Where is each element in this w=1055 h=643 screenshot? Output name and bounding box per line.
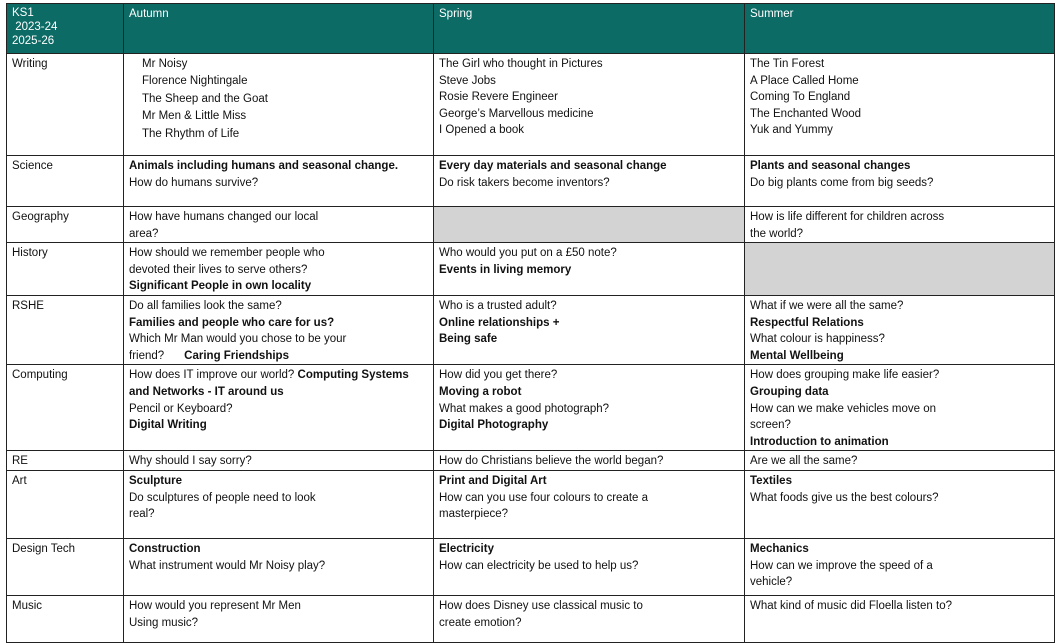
cell-music-autumn	[124, 595, 434, 642]
question: How did you get there?	[439, 369, 558, 382]
list-item: I Opened a book	[439, 124, 525, 137]
question: How can electricity be used to help us?	[439, 559, 639, 572]
list-item: Steve Jobs	[439, 74, 496, 87]
question-line	[129, 367, 428, 384]
cell-rshe-summer	[745, 295, 1055, 364]
question: friend?	[129, 349, 165, 362]
question: What if we were all the same?	[750, 299, 904, 312]
row-re	[7, 451, 1055, 471]
row-label: Computing	[7, 365, 124, 451]
topic-title: Respectful Relations	[750, 316, 864, 329]
cell-re-spring: How do Christians believe the world began?	[434, 451, 745, 471]
row-computing	[7, 365, 1055, 451]
cell-art-spring	[434, 470, 745, 538]
question: Do sculptures of people need to look	[129, 491, 316, 504]
row-writing	[7, 54, 1055, 156]
question: area?	[129, 227, 159, 240]
row-art	[7, 470, 1055, 538]
question: the world?	[750, 227, 804, 240]
question: How does Disney use classical music to	[439, 599, 643, 612]
row-geography	[7, 207, 1055, 243]
topic-title: Online relationships +	[439, 316, 560, 329]
row-label: Geography	[7, 207, 124, 243]
question: How should we remember people who	[129, 247, 325, 260]
topic-title: Moving a robot	[439, 385, 522, 398]
question: How does IT improve our world?	[129, 369, 295, 382]
question: Do all families look the same?	[129, 299, 282, 312]
topic-title: Every day materials and seasonal change	[439, 160, 667, 172]
topic-title: Construction	[129, 542, 201, 555]
header-row	[7, 4, 1055, 54]
cell-art-autumn	[124, 470, 434, 538]
question: How have humans changed our local	[129, 211, 319, 223]
row-label: Music	[7, 595, 124, 642]
topic-title: Being safe	[439, 333, 498, 346]
topic-title: and Networks - IT around us	[129, 385, 284, 398]
topic-title: Significant People in own locality	[129, 280, 312, 293]
question: What kind of music did Floella listen to?	[750, 599, 952, 612]
topic-title: Mental Wellbeing	[750, 349, 844, 362]
question: devoted their lives to serve others?	[129, 263, 308, 276]
list-item: The Rhythm of Life	[142, 127, 240, 140]
cell-computing-spring	[434, 365, 745, 451]
cell-re-autumn: Why should I say sorry?	[124, 451, 434, 471]
question: How does grouping make life easier?	[750, 369, 940, 382]
question: real?	[129, 508, 155, 521]
header-corner	[7, 4, 124, 54]
list-item: Yuk and Yummy	[750, 124, 833, 137]
question: vehicle?	[750, 576, 793, 589]
question: How do humans survive?	[129, 176, 259, 189]
cell-writing-autumn	[124, 54, 434, 156]
cell-rshe-autumn	[124, 295, 434, 364]
question: How can we improve the speed of a	[750, 559, 933, 572]
curriculum-table	[6, 3, 1055, 643]
cell-science-autumn	[124, 156, 434, 207]
question: What foods give us the best colours?	[750, 491, 939, 504]
question: What colour is happiness?	[750, 333, 885, 346]
question: How would you represent Mr Men	[129, 599, 301, 612]
topic-title: Digital Writing	[129, 419, 207, 432]
row-design-tech	[7, 538, 1055, 595]
key-stage: KS1	[12, 7, 34, 19]
question: Who would you put on a £50 note?	[439, 247, 617, 260]
question: How can you use four colours to create a	[439, 491, 649, 504]
row-rshe	[7, 295, 1055, 364]
row-label: Art	[7, 470, 124, 538]
question: Do risk takers become inventors?	[439, 176, 610, 189]
question-line	[129, 348, 428, 365]
topic-title: Electricity	[439, 542, 494, 555]
row-label: RE	[7, 451, 124, 471]
row-history	[7, 243, 1055, 296]
question: How can we make vehicles move on	[750, 402, 936, 415]
cell-re-summer: Are we all the same?	[745, 451, 1055, 471]
topic-title: Sculpture	[129, 474, 183, 487]
topic-title: Families and people who care for us?	[129, 316, 335, 329]
row-label: Design Tech	[7, 538, 124, 595]
cell-geography-summer	[745, 207, 1055, 243]
cell-history-autumn	[124, 243, 434, 296]
cell-music-summer	[745, 595, 1055, 642]
question: Pencil or Keyboard?	[129, 402, 233, 415]
topic-title: Digital Photography	[439, 419, 549, 432]
row-label: History	[7, 243, 124, 296]
cell-geography-autumn	[124, 207, 434, 243]
topic-title: Introduction to animation	[750, 435, 889, 448]
cell-science-summer	[745, 156, 1055, 207]
cell-rshe-spring	[434, 295, 745, 364]
topic-title: Events in living memory	[439, 263, 572, 276]
question: create emotion?	[439, 616, 522, 629]
year-2: 2025-26	[12, 35, 55, 47]
cell-dt-spring	[434, 538, 745, 595]
row-label: Science	[7, 156, 124, 207]
row-music	[7, 595, 1055, 642]
header-spring: Spring	[434, 4, 745, 54]
cell-writing-spring	[434, 54, 745, 156]
list-item: A Place Called Home	[750, 74, 859, 87]
topic-title: Computing Systems	[297, 369, 409, 382]
list-item: The Enchanted Wood	[750, 107, 862, 120]
topic-title: Grouping data	[750, 385, 829, 398]
cell-writing-summer	[745, 54, 1055, 156]
cell-history-summer-empty	[745, 243, 1055, 296]
cell-science-spring	[434, 156, 745, 207]
list-item: The Girl who thought in Pictures	[439, 58, 603, 70]
list-item: Rosie Revere Engineer	[439, 91, 558, 104]
list-item: Florence Nightingale	[142, 75, 248, 88]
question: How is life different for children across	[750, 211, 945, 223]
topic-title: Textiles	[750, 474, 792, 487]
cell-history-spring	[434, 243, 745, 296]
list-item: Coming To England	[750, 91, 851, 104]
question: Do big plants come from big seeds?	[750, 176, 934, 189]
row-label: Writing	[7, 54, 124, 156]
cell-geography-spring-empty	[434, 207, 745, 243]
list-item: Mr Noisy	[142, 58, 188, 70]
cell-dt-summer	[745, 538, 1055, 595]
question: Which Mr Man would you chose to be your	[129, 333, 347, 346]
list-item: The Sheep and the Goat	[142, 92, 268, 105]
topic-title: Caring Friendships	[184, 349, 289, 362]
list-item: The Tin Forest	[750, 58, 825, 70]
question: What instrument would Mr Noisy play?	[129, 559, 326, 572]
row-science	[7, 156, 1055, 207]
question: Using music?	[129, 616, 199, 629]
cell-music-spring	[434, 595, 745, 642]
topic-title: Animals including humans and seasonal change.	[129, 160, 399, 172]
year-1: 2023-24	[12, 21, 58, 33]
cell-computing-summer	[745, 365, 1055, 451]
header-summer: Summer	[745, 4, 1055, 54]
question: masterpiece?	[439, 508, 509, 521]
topic-title: Print and Digital Art	[439, 474, 547, 487]
topic-title: Plants and seasonal changes	[750, 160, 911, 172]
question: What makes a good photograph?	[439, 402, 610, 415]
list-item: George’s Marvellous medicine	[439, 107, 594, 120]
list-item: Mr Men & Little Miss	[142, 110, 247, 123]
question: screen?	[750, 419, 791, 432]
row-label: RSHE	[7, 295, 124, 364]
question: Who is a trusted adult?	[439, 299, 557, 312]
topic-title: Mechanics	[750, 542, 809, 555]
cell-dt-autumn	[124, 538, 434, 595]
cell-computing-autumn	[124, 365, 434, 451]
cell-art-summer	[745, 470, 1055, 538]
header-autumn: Autumn	[124, 4, 434, 54]
